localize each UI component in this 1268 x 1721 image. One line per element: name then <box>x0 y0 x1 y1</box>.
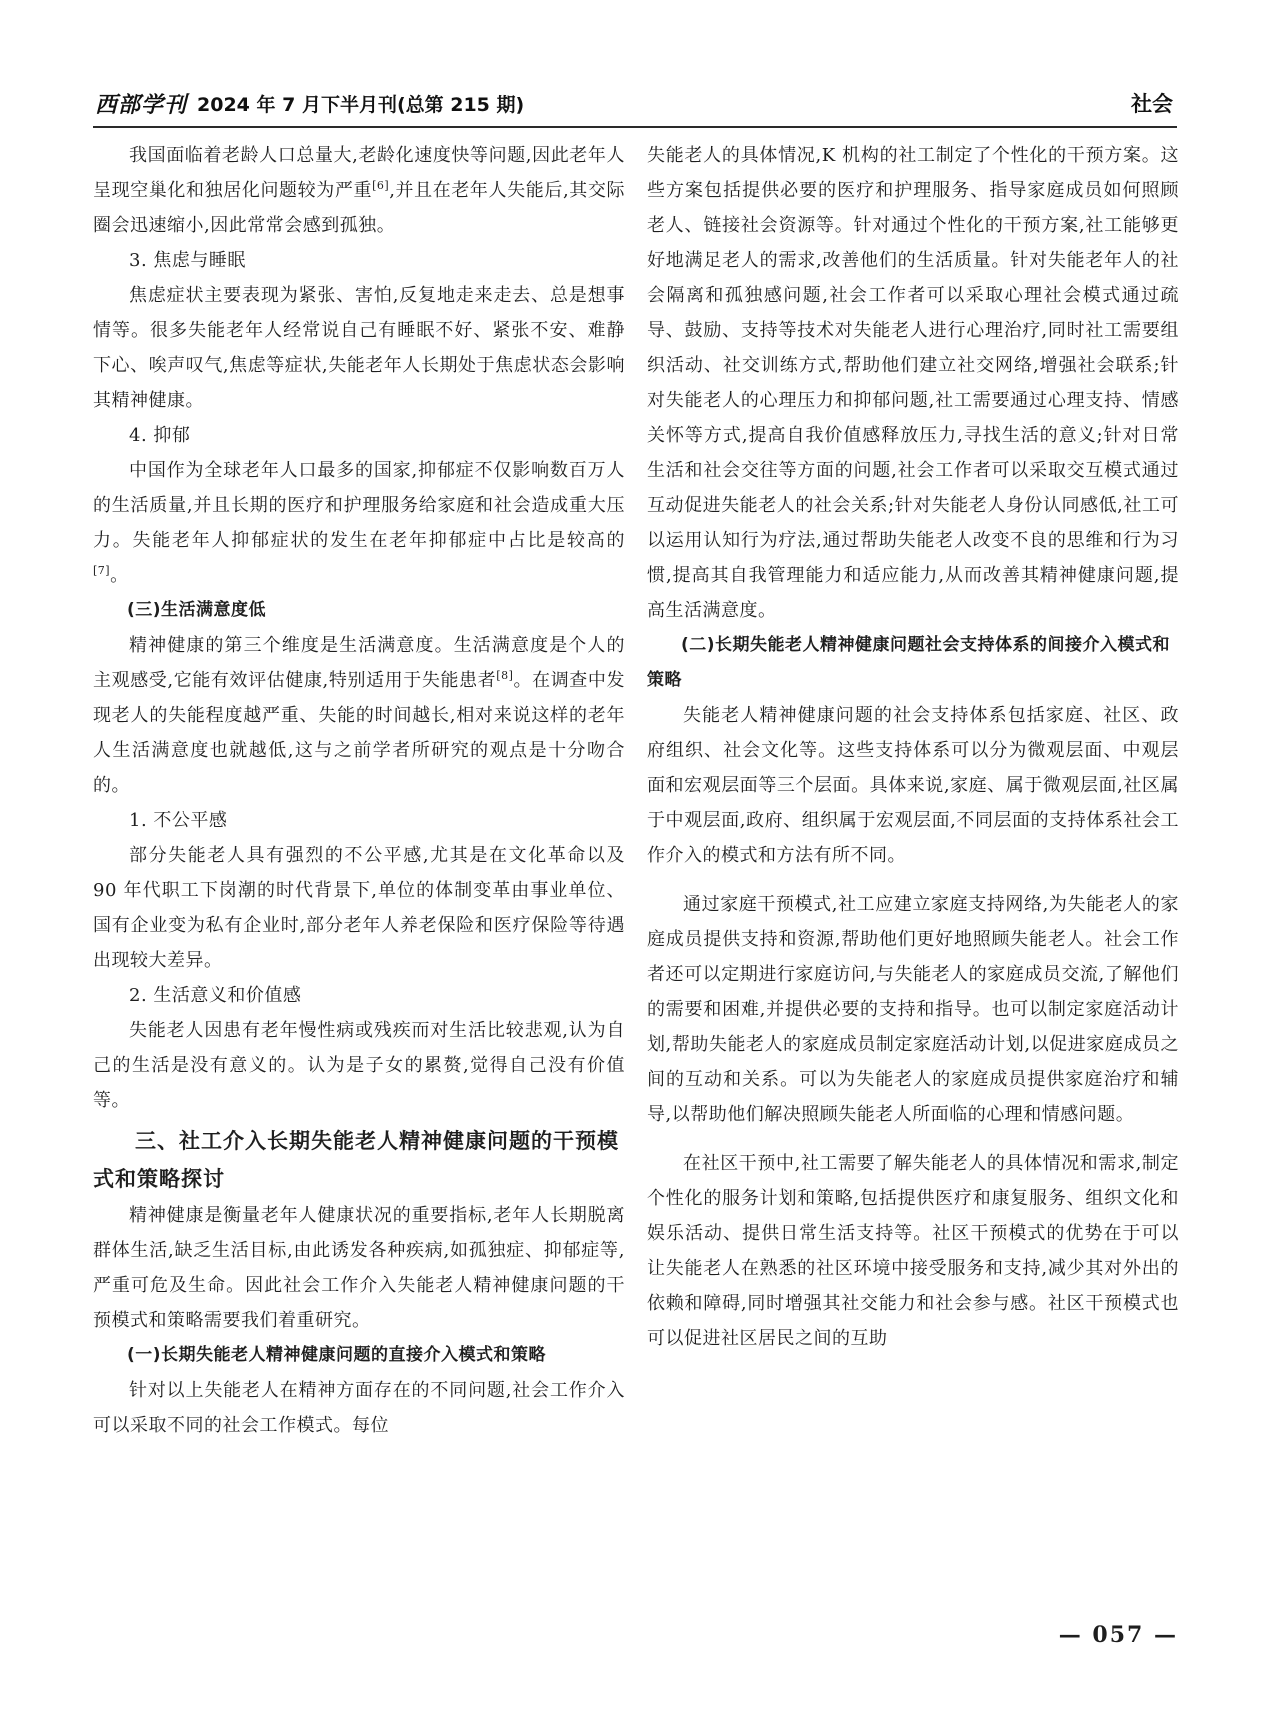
subheading: 4. 抑郁 <box>129 425 191 446</box>
section-heading: (三)生活满意度低 <box>127 600 267 620</box>
subheading: 3. 焦虑与睡眠 <box>129 250 246 271</box>
right-column <box>647 138 1179 1356</box>
paragraph: 部分失能老人具有强烈的不公平感,尤其是在文化革命以及 90 年代职工下岗潮的时代背景下,单位的体制变革由事业单位、国有企业变为私有企业时,部分老年人养老保险和医疗保险等待遇出现较大差异。 <box>93 845 625 971</box>
paragraph-text: 。 <box>110 565 129 586</box>
running-header <box>93 82 1177 128</box>
paragraph-text: 我国面临着老龄人口总量大,老龄化速度快等问题,因此老年人呈现空巢化和独居化问题较为严重 <box>93 145 625 201</box>
paragraph-gap <box>647 1132 1179 1146</box>
paragraph <box>93 138 625 243</box>
paragraph: 通过家庭干预模式,社工应建立家庭支持网络,为失能老人的家庭成员提供支持和资源,帮助他们更好地照顾失能老人。社会工作者还可以定期进行家庭访问,与失能老人的家庭成员交流,了解他们的需要和困难,并提供必要的支持和指导。也可以制定家庭活动计划,帮助失能老人的家庭成员制定家庭活动计划,以促进家庭成员之间的互动和关系。可以为失能老人的家庭成员提供家庭治疗和辅导,以帮助他们解决照顾失能老人所面临的心理和情感问题。 <box>647 894 1179 1125</box>
paragraph-text: 中国作为全球老年人口最多的国家,抑郁症不仅影响数百万人的生活质量,并且长期的医疗和护理服务给家庭和社会造成重大压力。失能老年人抑郁症状的发生在老年抑郁症中占比是较高的 <box>93 460 625 551</box>
citation-ref: [7] <box>93 564 111 577</box>
section-heading: (二)长期失能老人精神健康问题社会支持体系的间接介入模式和策略 <box>647 635 1171 690</box>
chapter-heading: 三、社工介入长期失能老人精神健康问题的干预模式和策略探讨 <box>93 1129 619 1191</box>
section-label: 社会 <box>1131 92 1173 116</box>
paragraph <box>93 628 625 803</box>
paragraph-text: 精神健康的第三个维度是生活满意度。生活满意度是个人的主观感受,它能有效评估健康,特别适用于失能患者 <box>93 635 625 691</box>
left-column <box>93 138 625 1443</box>
citation-ref: [6] <box>372 179 390 192</box>
journal-masthead: 西部学刊 <box>95 92 188 118</box>
citation-ref: [8] <box>496 669 514 682</box>
paragraph: 失能老人精神健康问题的社会支持体系包括家庭、社区、政府组织、社会文化等。这些支持体系可以分为微观层面、中观层面和宏观层面等三个层面。具体来说,家庭、属于微观层面,社区属于中观层面,政府、组织属于宏观层面,不同层面的支持体系社会工作介入的模式和方法有所不同。 <box>647 705 1179 866</box>
paragraph: 失能老人因患有老年慢性病或残疾而对生活比较悲观,认为自己的生活是没有意义的。认为是子女的累赘,觉得自己没有价值等。 <box>93 1020 625 1111</box>
paragraph-text: 。在调查中发现老人的失能程度越严重、失能的时间越长,相对来说这样的老年人生活满意度也就越低,这与之前学者所研究的观点是十分吻合的。 <box>93 670 626 796</box>
page-number: — 057 — <box>1058 1622 1178 1648</box>
paragraph: 针对以上失能老人在精神方面存在的不同问题,社会工作介入可以采取不同的社会工作模式。每位 <box>93 1380 625 1436</box>
issue-info: 2024 年 7 月下半月刊(总第 215 期) <box>197 94 525 116</box>
section-heading: (一)长期失能老人精神健康问题的直接介入模式和策略 <box>127 1345 547 1365</box>
paragraph <box>93 453 625 593</box>
subheading: 1. 不公平感 <box>129 810 228 831</box>
paragraph-text: ,并且在老年人失能后,其交际圈会迅速缩小,因此常常会感到孤独。 <box>93 180 626 236</box>
subheading: 2. 生活意义和价值感 <box>129 985 302 1006</box>
paragraph: 在社区干预中,社工需要了解失能老人的具体情况和需求,制定个性化的服务计划和策略,包括提供医疗和康复服务、组织文化和娱乐活动、提供日常生活支持等。社区干预模式的优势在于可以让失能老人在熟悉的社区环境中接受服务和支持,减少其对外出的依赖和障碍,同时增强其社交能力和社会参与感。社区干预模式也可以促进社区居民之间的互助 <box>647 1153 1179 1349</box>
paragraph: 焦虑症状主要表现为紧张、害怕,反复地走来走去、总是想事情等。很多失能老年人经常说自己有睡眠不好、紧张不安、难静下心、唉声叹气,焦虑等症状,失能老年人长期处于焦虑状态会影响其精神健康。 <box>93 285 625 411</box>
paragraph-gap <box>647 873 1179 887</box>
paragraph: 失能老人的具体情况,K 机构的社工制定了个性化的干预方案。这些方案包括提供必要的医疗和护理服务、指导家庭成员如何照顾老人、链接社会资源等。针对通过个性化的干预方案,社工能够更好地满足老人的需求,改善他们的生活质量。针对失能老年人的社会隔离和孤独感问题,社会工作者可以采取心理社会模式通过疏导、鼓励、支持等技术对失能老人进行心理治疗,同时社工需要组织活动、社交训练方式,帮助他们建立社交网络,增强社会联系;针对失能老人的心理压力和抑郁问题,社工需要通过心理支持、情感关怀等方式,提高自我价值感释放压力,寻找生活的意义;针对日常生活和社会交往等方面的问题,社会工作者可以采取交互模式通过互动促进失能老人的社会关系;针对失能老人身份认同感低,社工可以运用认知行为疗法,通过帮助失能老人改变不良的思维和行为习惯,提高其自我管理能力和适应能力,从而改善其精神健康问题,提高生活满意度。 <box>647 145 1179 621</box>
paragraph: 精神健康是衡量老年人健康状况的重要指标,老年人长期脱离群体生活,缺乏生活目标,由此诱发各种疾病,如孤独症、抑郁症等,严重可危及生命。因此社会工作介入失能老人精神健康问题的干预模式和策略需要我们着重研究。 <box>93 1205 625 1331</box>
